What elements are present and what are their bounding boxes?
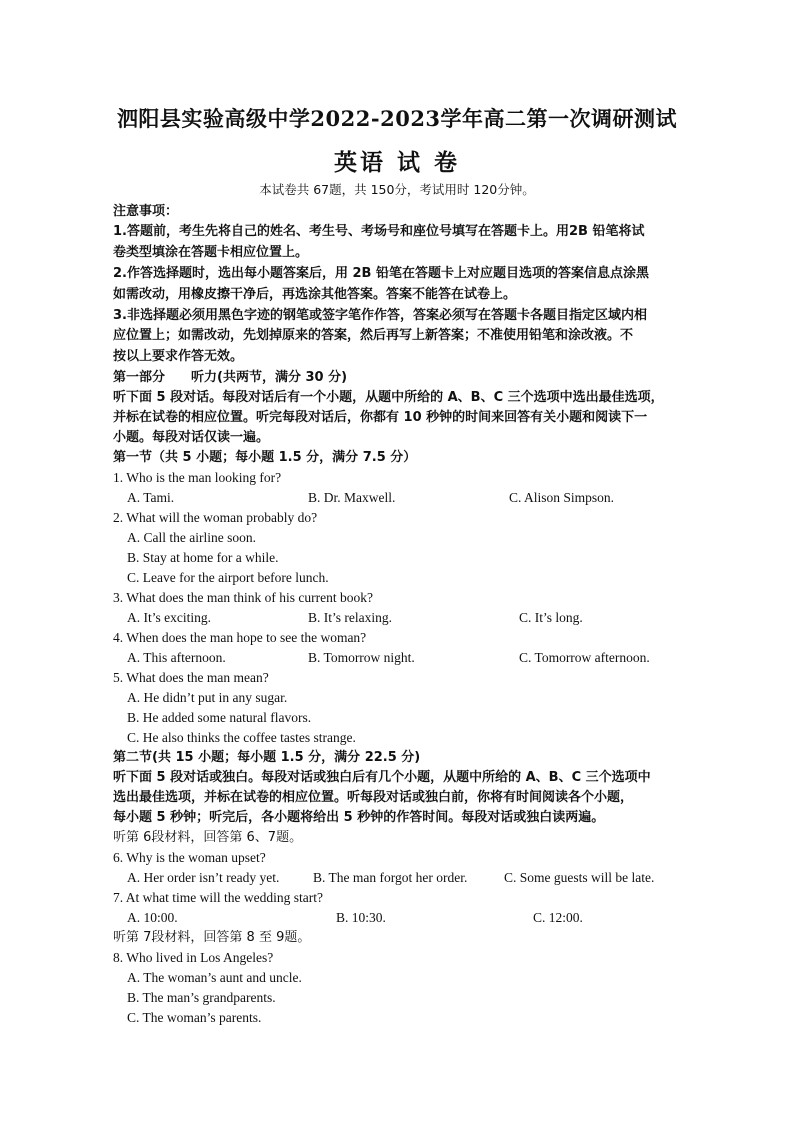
note-3-line-2: 应位置上；如需改动，先划掉原来的答案，然后再写上新答案；不准使用铅笔和涂改液。不 [113,328,634,343]
exam-subtitle: 英语 试 卷 [333,149,460,176]
q8-option-c: C. The woman’s parents. [127,1010,262,1025]
part1-instruction-2: 并标在试卷的相应位置。听完每段对话后，你都有 10 秒钟的时间来回答有关小题和阅读下一 [113,410,648,425]
question-2: 2. What will the woman probably do? [113,510,318,525]
q6-option-b: B. The man forgot her order. [313,870,468,885]
part1-heading: 第一部分 听力(共两节，满分 30 分) [113,370,348,385]
q6-option-c: C. Some guests will be late. [504,870,655,885]
q2-option-b: B. Stay at home for a while. [127,550,279,565]
question-7: 7. At what time will the wedding start? [113,890,323,905]
question-1: 1. Who is the man looking for? [113,470,282,485]
q1-option-a: A. Tami. [127,490,175,505]
material-7-note: 听第 7段材料，回答第 8 至 9题。 [113,930,311,945]
part1-instruction-3: 小题。每段对话仅读一遍。 [113,430,270,445]
q5-option-b: B. He added some natural flavors. [127,710,312,725]
q7-option-a: A. 10:00. [127,910,178,925]
q6-option-a: A. Her order isn’t ready yet. [127,870,280,885]
q3-option-c: C. It’s long. [519,610,583,625]
q1-option-b: B. Dr. Maxwell. [308,490,396,505]
section1-heading: 第一节（共 5 小题；每小题 1.5 分，满分 7.5 分） [113,450,417,465]
section2-instruction-3: 每小题 5 秒钟；听完后，各小题将给出 5 秒钟的作答时间。每段对话或独白读两遍。 [113,810,605,825]
note-2-line-2: 如需改动，用橡皮擦干净后，再选涂其他答案。答案不能答在试卷上。 [113,287,517,302]
question-8: 8. Who lived in Los Angeles? [113,950,274,965]
q5-option-a: A. He didn’t put in any sugar. [127,690,288,705]
note-2-line-1: 2.作答选择题时，选出每小题答案后，用 2B 铅笔在答题卡上对应题目选项的答案信息点涂黑 [113,266,649,281]
q1-option-c: C. Alison Simpson. [509,490,615,505]
question-4: 4. When does the man hope to see the woman? [113,630,367,645]
exam-info: 本试卷共 67题，共 150分，考试用时 120分钟。 [259,182,535,197]
q8-option-b: B. The man’s grandparents. [127,990,276,1005]
note-1-line-1: 1.答题前，考生先将自己的姓名、考生号、考场号和座位号填写在答题卡上。用2B 铅笔将试 [113,224,645,239]
question-6: 6. Why is the woman upset? [113,850,266,865]
q4-option-a: A. This afternoon. [127,650,226,665]
section2-instruction-2: 选出最佳选项，并标在试卷的相应位置。听每段对话或独白前，你将有时间阅读各个小题， [113,790,634,805]
q3-option-a: A. It’s exciting. [127,610,211,625]
q3-option-b: B. It’s relaxing. [308,610,392,625]
note-1-line-2: 卷类型填涂在答题卡相应位置上。 [113,245,309,260]
note-3-line-3: 按以上要求作答无效。 [113,349,244,364]
material-6-note: 听第 6段材料，回答第 6、7题。 [113,830,303,845]
notes-heading: 注意事项： [113,204,179,219]
q5-option-c: C. He also thinks the coffee tastes strange. [127,730,356,745]
exam-title: 泗阳县实验高级中学2022-2023学年高二第一次调研测试 [116,106,678,131]
q4-option-b: B. Tomorrow night. [308,650,415,665]
note-3-line-1: 3.非选择题必须用黑色字迹的钢笔或签字笔作作答，答案必须写在答题卡各题目指定区域内相 [113,308,647,323]
question-3: 3. What does the man think of his current book? [113,590,373,605]
q7-option-c: C. 12:00. [533,910,583,925]
q8-option-a: A. The woman’s aunt and uncle. [127,970,302,985]
q2-option-c: C. Leave for the airport before lunch. [127,570,329,585]
q2-option-a: A. Call the airline soon. [127,530,256,545]
section2-instruction-1: 听下面 5 段对话或独白。每段对话或独白后有几个小题，从题中所给的 A、B、C 三个选项中 [113,770,651,785]
q7-option-b: B. 10:30. [336,910,386,925]
question-5: 5. What does the man mean? [113,670,269,685]
section2-heading: 第二节(共 15 小题；每小题 1.5 分，满分 22.5 分) [113,750,421,765]
part1-instruction-1: 听下面 5 段对话。每段对话后有一个小题，从题中所给的 A、B、C 三个选项中选出最佳选项， [113,390,664,405]
q4-option-c: C. Tomorrow afternoon. [519,650,650,665]
